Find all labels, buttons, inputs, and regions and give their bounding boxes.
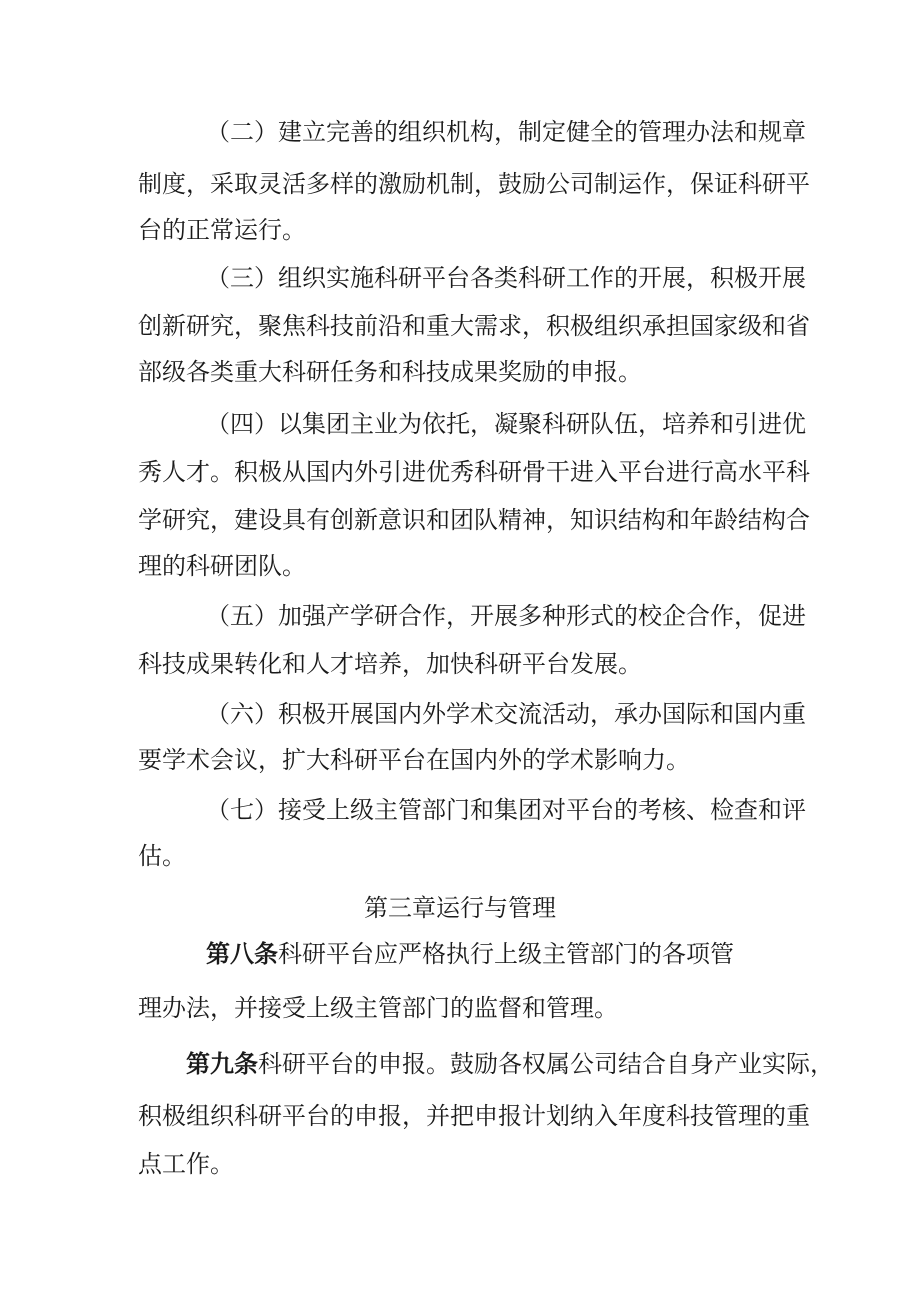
paragraph-7-line-2: 估。	[138, 842, 186, 870]
paragraph-7-line-1: （七）接受上级主管部门和集团对平台的考核、检查和评	[206, 796, 806, 824]
article-9-label: 第九条	[186, 1049, 258, 1078]
paragraph-4-line-4: 理的科研团队。	[138, 552, 306, 580]
article-9-text: 科研平台的申报。鼓励各权属公司结合自身产业实际，	[258, 1050, 834, 1078]
article-9-line-2: 积极组织科研平台的申报，并把申报计划纳入年度科技管理的重	[138, 1102, 810, 1130]
paragraph-6-line-2: 要学术会议，扩大科研平台在国内外的学术影响力。	[138, 746, 690, 774]
article-8-text: 科研平台应严格执行上级主管部门的各项管	[278, 940, 734, 968]
paragraph-4-line-2: 秀人才。积极从国内外引进优秀科研骨干进入平台进行高水平科	[138, 458, 810, 486]
paragraph-5-line-1: （五）加强产学研合作，开展多种形式的校企合作，促进	[206, 602, 806, 630]
article-8-label: 第八条	[206, 939, 278, 968]
paragraph-4-line-1: （四）以集团主业为依托，凝聚科研队伍，培养和引进优	[206, 410, 806, 438]
paragraph-6-line-1: （六）积极开展国内外学术交流活动，承办国际和国内重	[206, 700, 806, 728]
article-9-line-3: 点工作。	[138, 1150, 234, 1178]
article-8-line-1	[206, 940, 734, 968]
paragraph-3-line-2: 创新研究，聚焦科技前沿和重大需求，积极组织承担国家级和省	[138, 312, 810, 340]
paragraph-4-line-3: 学研究，建设具有创新意识和团队精神，知识结构和年龄结构合	[138, 506, 810, 534]
chapter-heading: 第三章运行与管理	[364, 894, 556, 922]
article-8-line-2: 理办法，并接受上级主管部门的监督和管理。	[138, 994, 618, 1022]
paragraph-5-line-2: 科技成果转化和人才培养，加快科研平台发展。	[138, 650, 642, 678]
paragraph-3-line-1: （三）组织实施科研平台各类科研工作的开展，积极开展	[206, 264, 806, 292]
paragraph-2-line-2: 制度，采取灵活多样的激励机制，鼓励公司制运作，保证科研平	[138, 170, 810, 198]
paragraph-3-line-3: 部级各类重大科研任务和科技成果奖励的申报。	[138, 358, 642, 386]
paragraph-2-line-3: 台的正常运行。	[138, 216, 306, 244]
article-9-line-1	[186, 1050, 834, 1078]
paragraph-2-line-1: （二）建立完善的组织机构，制定健全的管理办法和规章	[206, 118, 806, 146]
